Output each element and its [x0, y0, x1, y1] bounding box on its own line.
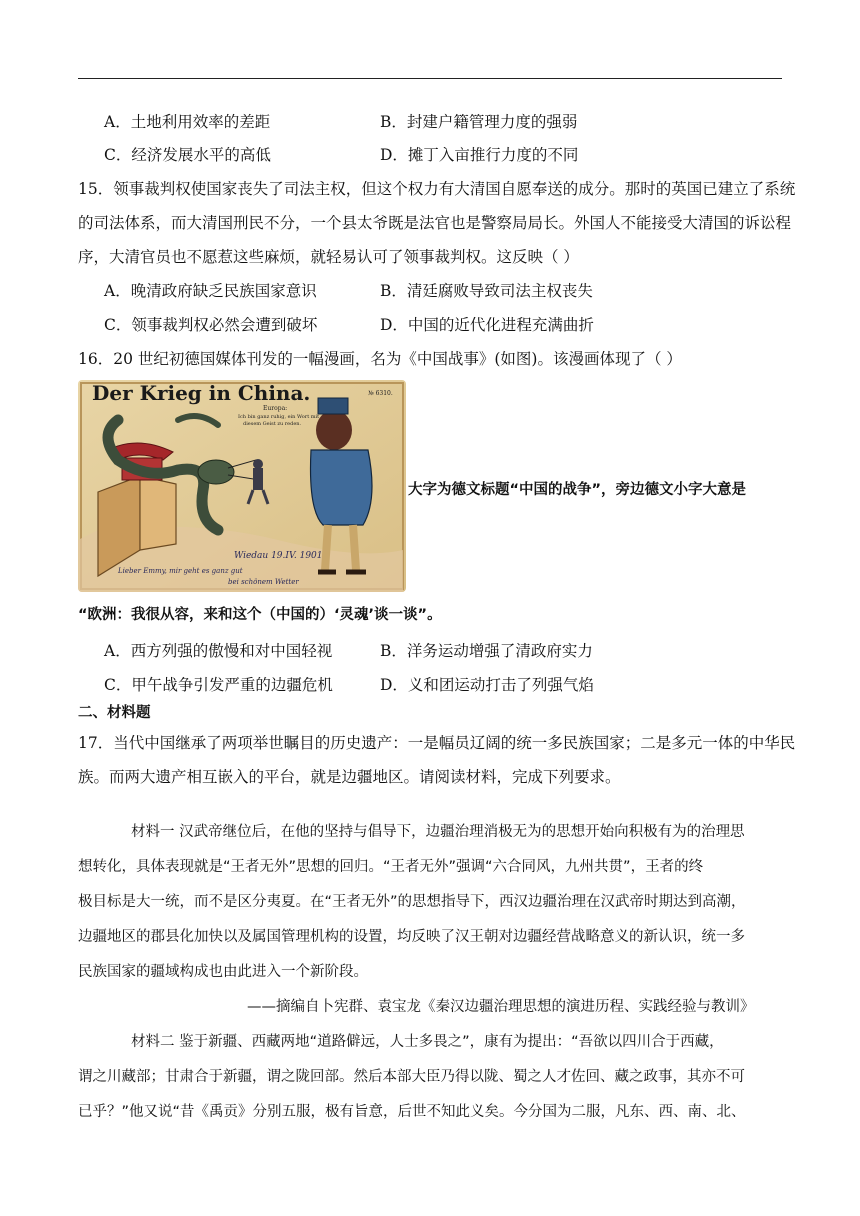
cartoon-image — [78, 380, 406, 592]
q14-option-c: C．经济发展水平的高低 — [104, 146, 271, 164]
cartoon-caption-next: “欧洲：我很从容，来和这个（中国的）‘灵魂’谈一谈”。 — [78, 607, 442, 623]
cartoon-postmark: Wiedau 19.IV. 1901 — [234, 551, 323, 561]
q15-option-a: A．晚清政府缺乏民族国家意识 — [104, 282, 317, 300]
q14-option-b: B．封建户籍管理力度的强弱 — [380, 113, 578, 131]
q15-stem-line-3: 序，大清官员也不愿惹这些麻烦，就轻易认可了领事裁判权。这反映（ ） — [78, 248, 579, 266]
cartoon-title: Der Krieg in China. — [92, 381, 311, 405]
cartoon-europa-text-2: diesem Geist zu reden. — [243, 421, 302, 427]
material2-line-2: 谓之川藏部；甘肃合于新疆，谓之陇回部。然后本部大臣乃得以陇、蜀之人才佐回、藏之政事，其亦不可 — [78, 1069, 745, 1085]
q15-option-c: C．领事裁判权必然会遭到破坏 — [104, 316, 318, 334]
material1-line-5: 民族国家的疆域构成也由此进入一个新阶段。 — [78, 964, 368, 980]
cartoon-europa-text-1: Ich bin ganz ruhig, ein Wort mit — [238, 414, 320, 420]
q16-stem: 16．20 世纪初德国媒体刊发的一幅漫画，名为《中国战事》(如图)。该漫画体现了（ ） — [78, 350, 682, 368]
material2-line-3: 已乎？”他又说“昔《禹贡》分别五服，极有旨意，后世不知此义矣。今分国为二服，凡东、西、南、北、 — [78, 1104, 746, 1120]
q16-option-c: C．甲午战争引发严重的边疆危机 — [104, 676, 333, 694]
material1-line-3: 极目标是大一统，而不是区分夷夏。在“王者无外”的思想指导下，西汉边疆治理在汉武帝时期达到高潮， — [78, 894, 746, 910]
cartoon-handwriting-2: bei schönem Wetter — [228, 578, 299, 586]
q15-stem-line-2: 的司法体系，而大清国刑民不分，一个县太爷既是法官也是警察局局长。外国人不能接受大清国的诉讼程 — [78, 214, 792, 232]
section-title: 二、材料题 — [78, 705, 151, 721]
q17-stem-line-1: 17．当代中国继承了两项举世瞩目的历史遗产：一是幅员辽阔的统一多民族国家；二是多元一体的中华民 — [78, 734, 796, 752]
material1-source: ——摘编自卜宪群、袁宝龙《秦汉边疆治理思想的演进历程、实践经验与教训》 — [247, 999, 755, 1015]
q15-option-b: B．清廷腐败导致司法主权丧失 — [380, 282, 593, 300]
q16-option-b: B．洋务运动增强了清政府实力 — [380, 642, 593, 660]
cartoon-caption-right: 大字为德文标题“中国的战争”，旁边德文小字大意是 — [408, 482, 747, 498]
q14-option-a: A．土地利用效率的差距 — [104, 113, 271, 131]
q14-option-d: D．摊丁入亩推行力度的不同 — [380, 146, 579, 164]
q15-stem-line-1: 15．领事裁判权使国家丧失了司法主权，但这个权力有大清国自愿奉送的成分。那时的英国已建立了系统 — [78, 180, 796, 198]
material1-line-1: 材料一 汉武帝继位后，在他的坚持与倡导下，边疆治理消极无为的思想开始向积极有为的治理思 — [131, 824, 745, 840]
q17-stem-line-2: 族。而两大遗产相互嵌入的平台，就是边疆地区。请阅读材料，完成下列要求。 — [78, 768, 621, 786]
material1-line-4: 边疆地区的郡县化加快以及属国管理机构的设置，均反映了汉王朝对边疆经营战略意义的新认识，统一多 — [78, 929, 745, 945]
cartoon-number: № 6310. — [368, 390, 393, 397]
cartoon-handwriting-1: Lieber Emmy, mir geht es ganz gut — [118, 567, 243, 575]
q16-option-a: A．西方列强的傲慢和对中国轻视 — [104, 642, 333, 660]
cartoon-europa-label: Europa: — [263, 405, 288, 412]
material2-line-1: 材料二 鉴于新疆、西藏两地“道路僻远，人士多畏之”，康有为提出：“吾欲以四川合于西藏， — [131, 1034, 724, 1050]
q15-option-d: D．中国的近代化进程充满曲折 — [380, 316, 594, 334]
header-rule — [78, 78, 782, 79]
q16-option-d: D．义和团运动打击了列强气焰 — [380, 676, 594, 694]
material1-line-2: 想转化，具体表现就是“王者无外”思想的回归。“王者无外”强调“六合同风，九州共贯”，王者的终 — [78, 859, 704, 875]
